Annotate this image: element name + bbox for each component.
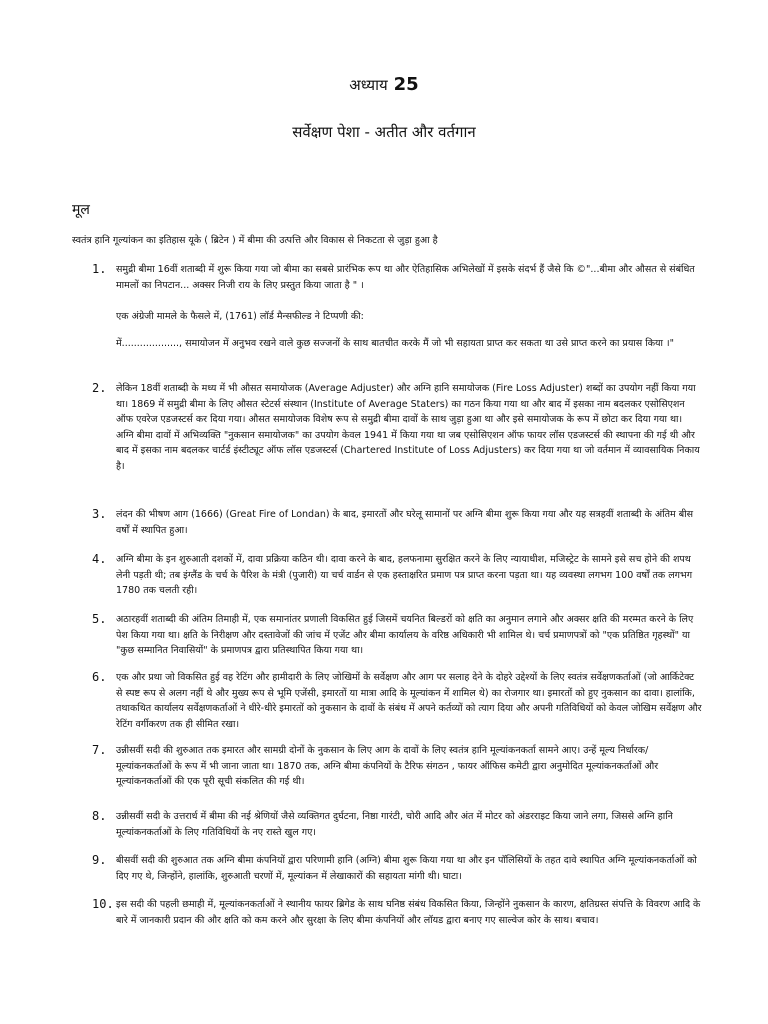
item-number: 2. <box>92 381 107 395</box>
item-number: 3. <box>92 507 107 521</box>
list-item <box>92 262 702 293</box>
list-item <box>92 612 702 659</box>
quote-body: में..................., समायोजन में अनुभव रखने वाले कुछ सज्जनों के साथ बातचीत करके मैं जो भी सहायता प्राप्त कर सकता था उसे प्राप्त करने का प्रयास किया ।" <box>116 338 674 349</box>
item-text: एक और प्रथा जो विकसित हुई वह रेटिंग और हामीदारी के लिए जोखिमों के सर्वेक्षण और आग पर सलाह देने के दोहरे उद्देश्यों के लिए स्वतंत्र सर्वेक्षणकर्ताओं (जो आर्किटेक्ट से स्पष्ट रूप से अलग नहीं थे और मुख्य रूप से भूमि एजेंसी, इमारतों या मात्रा आदि के मूल्यांकन में शामिल थे) का रोजगार था। इमारतों को हुए नुकसान का दावा। हालांकि, तथाकथित कार्यालय सर्वेक्षणकर्ताओं ने धीरे-धीरे इमारतों को नुकसान के दावों के संबंध में अपने कर्तव्यों को त्याग दिया और अपनी गतिविधियों को केवल जोखिम सर्वेक्षण और रेटिंग वर्गीकरण तक ही सीमित रखा। <box>116 672 702 730</box>
quote-block <box>116 336 702 351</box>
item-number: 8. <box>92 809 107 823</box>
list-item <box>92 743 702 790</box>
page-title: सर्वेक्षण पेशा - अतीत और वर्तगान <box>292 123 476 141</box>
list-item <box>92 897 702 928</box>
list-item <box>92 381 702 474</box>
list-item <box>92 670 702 732</box>
list-item <box>92 853 702 884</box>
intro-paragraph: स्वतंत्र हानि गूल्यांकन का इतिहास यूके ( ब्रिटेन ) में बीमा की उत्पत्ति और विकास से निकटता से जुड़ा हुआ है <box>72 235 438 246</box>
item-number: 4. <box>92 552 107 566</box>
section-heading: मूल <box>72 202 90 218</box>
list-item <box>92 809 702 840</box>
chapter-number: 25 <box>393 74 419 95</box>
item-text: अठारहवीं शताब्दी की अंतिम तिमाही में, एक समानांतर प्रणाली विकसित हुई जिसमें चयनित बिल्डरों को क्षति का अनुमान लगाने और अक्सर क्षति की मरम्मत करने के लिए पेश किया गया था। क्षति के निरीक्षण और दस्तावेजों की जांच में एजेंट और बीमा कार्यालय के वरिष्ठ अधिकारी भी शामिल थे। चर्च प्रमाणपत्रों को "एक प्रतिष्ठित गृहस्थों" या "कुछ सम्मानित निवासियों" के प्रमाणपत्र द्वारा प्रतिस्थापित किया गया था। <box>116 614 694 656</box>
list-item <box>92 507 702 538</box>
item-number: 7. <box>92 743 107 757</box>
quote-intro: एक अंग्रेजी मामले के फैसले में, (1761) लॉर्ड मैन्सफील्ड ने टिप्पणी की: <box>116 311 364 322</box>
item-text: समुद्री बीमा 16वीं शताब्दी में शुरू किया गया जो बीमा का सबसे प्रारंभिक रूप था और ऐतिहासिक अभिलेखों में इसके संदर्भ हैं जैसे कि ©"...बीमा और औसत से संबंधित मामलों का निपटान... अक्सर निजी राय के लिए प्रस्तुत किया जाता है " । <box>116 264 695 291</box>
item-number: 5. <box>92 612 107 626</box>
item-text: बीसवीं सदी की शुरुआत तक अग्नि बीमा कंपनियों द्वारा परिणामी हानि (अग्नि) बीमा शुरू किया गया था और इन पॉलिसियों के तहत दावे स्थापित अग्नि मूल्यांकनकर्ताओं को दिए गए थे, जिन्होंने, हालांकि, शुरुआती चरणों में, मूल्यांकन में लेखाकारों की सहायता मांगी थी। घाटा। <box>116 855 697 882</box>
item-text: लेकिन 18वीं शताब्दी के मध्य में भी औसत समायोजक (Average Adjuster) और अग्नि हानि समायोजक (Fire Loss Adjuster) शब्दों का उपयोग नहीं किया गया था। 1869 में समुद्री बीमा के लिए औसत स्टेटर्स संस्थान (Institute of Average Staters) का गठन किया गया था और बाद में इसका नाम बदलकर एसोसिएशन ऑफ एवरेज एडजस्टर्स कर दिया गया। औसत समायोजक विशेष रूप से समुद्री बीमा दावों के साथ जुड़ा हुआ था और इसे समायोजक के रूप में छोटा कर दिया गया था। अग्नि बीमा दावों में अभिव्यक्ति "नुकसान समायोजक" का उपयोग केवल 1941 में किया गया था जब एसोसिएशन ऑफ फायर लॉस एडजस्टर्स की स्थापना की गई थी और बाद में इसका नाम बदलकर चार्टर्ड इंस्टीट्यूट ऑफ लॉस एडजस्टर्स (Chartered Institute of Loss Adjusters) कर दिया गया था जो वर्तमान में व्यावसायिक निकाय है। <box>116 383 700 472</box>
item-number: 9. <box>92 853 107 867</box>
item-text: उन्नीसवीं सदी के उत्तरार्ध में बीमा की नई श्रेणियों जैसे व्यक्तिगत दुर्घटना, निष्ठा गारंटी, चोरी आदि और अंत में मोटर को अंडरराइट किया जाने लगा, जिससे अग्नि हानि मूल्यांकनकर्ताओं के लिए गतिविधियों के नए रास्ते खुल गए। <box>116 811 673 838</box>
list-item <box>92 552 702 599</box>
item-text: लंदन की भीषण आग (1666) (Great Fire of Londan) के बाद, इमारतों और घरेलू सामानों पर अग्नि बीमा शुरू किया गया और यह सत्रहवीं शताब्दी के अंतिम बीस वर्षों में स्थापित हुआ। <box>116 509 694 536</box>
item-text: अग्नि बीमा के इन शुरुआती दशकों में, दावा प्रक्रिया कठिन थी। दावा करने के बाद, हलफनामा सुरक्षित करने के लिए न्यायाधीश, मजिस्ट्रेट के सामने इसे सच होने की शपथ लेनी पड़ती थी; तब इंग्लैंड के चर्च के पैरिश के मंत्री (पुजारी) या चर्च वार्डन से एक हस्ताक्षरित प्रमाण पत्र प्राप्त करना पड़ता था। यह व्यवस्था लगभग 100 वर्षों तक लगभग 1780 तक चलती रही। <box>116 554 693 596</box>
item-number: 10. <box>92 897 114 911</box>
item-text: इस सदी की पहली छमाही में, मूल्यांकनकर्ताओं ने स्थानीय फायर ब्रिगेड के साथ घनिष्ठ संबंध विकसित किया, जिन्होंने नुकसान के कारण, क्षतिग्रस्त संपत्ति के विवरण आदि के बारे में जानकारी प्रदान की और क्षति को कम करने और सुरक्षा के लिए बीमा कंपनियों और लॉयड द्वारा बनाए गए साल्वेज कोर के साथ। बचाव। <box>116 899 701 926</box>
chapter-word: अध्याय <box>349 76 388 94</box>
item-number: 1. <box>92 262 107 276</box>
item-text: उन्नीसवीं सदी की शुरुआत तक इमारत और सामग्री दोनों के नुकसान के लिए आग के दावों के लिए स्वतंत्र हानि मूल्यांकनकर्ता सामने आए। उन्हें मूल्य निर्धारक/ मूल्यांकनकर्ताओं के रूप में भी जाना जाता था। 1870 तक, अग्नि बीमा कंपनियों के टैरिफ संगठन , फायर ऑफिस कमेटी द्वारा अनुमोदित मूल्यांकनकर्ताओं और मूल्यांकनकर्ताओं की एक पूरी सूची संकलित की गई थी। <box>116 745 659 787</box>
chapter-heading <box>0 74 768 95</box>
item-number: 6. <box>92 670 107 684</box>
